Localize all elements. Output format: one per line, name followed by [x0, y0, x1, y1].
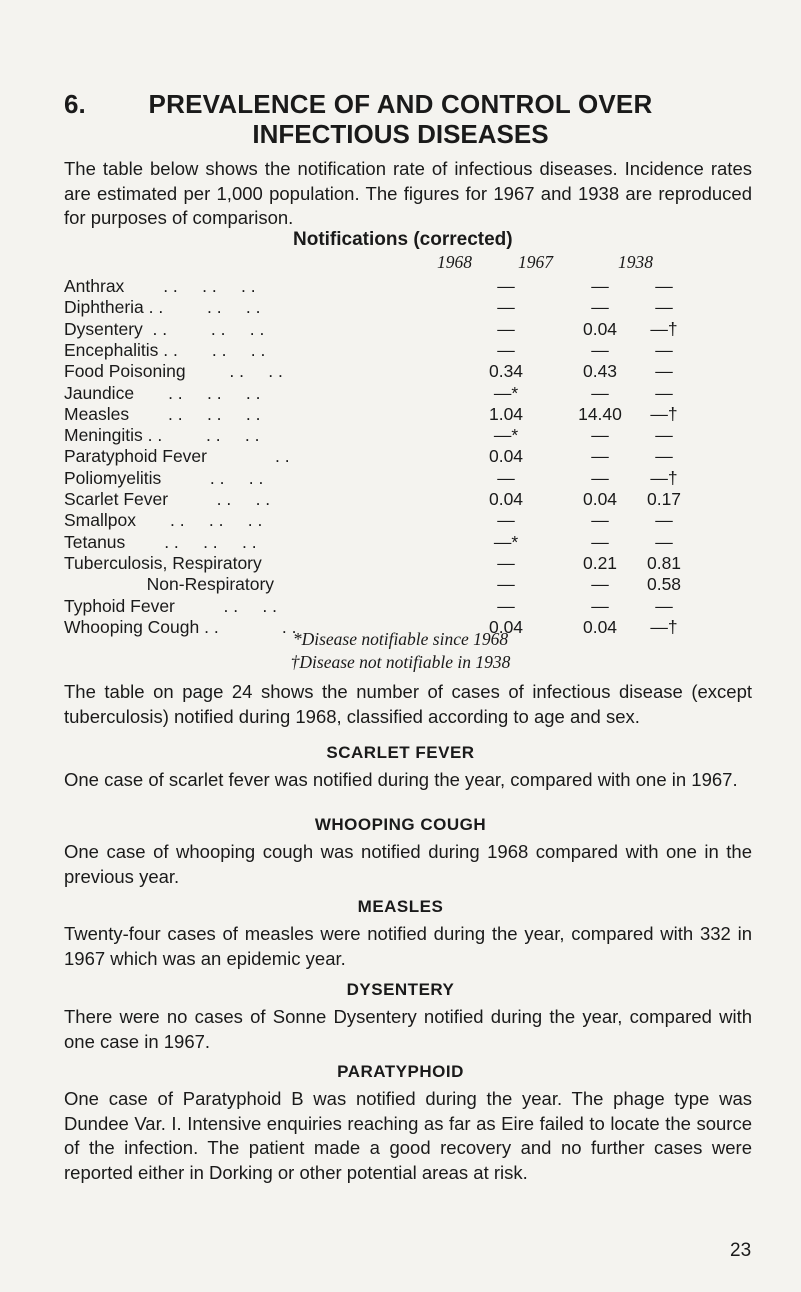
cell-1938: — — [655, 297, 673, 318]
cell-1938: — — [655, 425, 673, 446]
column-header-1938: 1938 — [618, 252, 653, 272]
cell-1967: — — [591, 339, 609, 360]
cell-1968: — — [497, 318, 515, 339]
cell-1967: 0.43 — [582, 361, 618, 382]
table-row — [64, 596, 684, 618]
section-text-scarlet-fever: One case of scarlet fever was notified during the year, compared with one in 1967. — [64, 769, 738, 790]
cell-1968: 1.04 — [488, 403, 524, 424]
section-text-dysentery: There were no cases of Sonne Dysentery notified during the year, compared with one case in 1967. — [64, 1006, 752, 1052]
cell-1938: 0.17 — [646, 489, 682, 509]
section-heading-paratyphoid: PARATYPHOID — [337, 1062, 464, 1081]
cell-1938: —† — [650, 616, 678, 637]
row-label: Anthrax . . . . . . — [64, 276, 256, 296]
cell-1967: — — [591, 510, 609, 531]
row-label: Poliomyelitis . . . . — [64, 467, 264, 488]
cell-1967: — — [591, 276, 609, 296]
cell-1938: 0.81 — [646, 552, 682, 573]
cell-1968: —* — [493, 425, 519, 446]
cell-1938: 0.58 — [646, 574, 682, 595]
footnote-notifiable-since: *Disease notifiable since 1968 — [292, 629, 509, 649]
row-label: Dysentery . . . . . . — [64, 318, 265, 339]
table-row — [64, 404, 684, 426]
cell-1967: — — [591, 297, 609, 318]
row-label: Diphtheria . . . . . . — [64, 297, 261, 318]
cell-1938: — — [655, 595, 673, 616]
page-number: 23 — [730, 1240, 752, 1261]
table-title: Notifications (corrected) — [293, 229, 513, 250]
row-label: Encephalitis . . . . . . — [64, 339, 266, 360]
cell-1938: — — [655, 446, 673, 467]
cell-1967: — — [591, 574, 609, 595]
cell-1967: 0.04 — [582, 489, 618, 509]
section-text-measles: Twenty-four cases of measles were notified during the year, compared with 332 in 1967 which was an epidemic year. — [64, 923, 752, 969]
footnote-not-notifiable: †Disease not notifiable in 1938 — [290, 652, 511, 672]
table-row — [64, 276, 684, 298]
table-row — [64, 468, 684, 490]
cell-1968: —* — [493, 531, 519, 552]
table-row — [64, 383, 684, 405]
cell-1938: — — [655, 339, 673, 360]
cell-1938: — — [655, 276, 673, 296]
cell-1938: — — [655, 531, 673, 552]
row-label: Meningitis . . . . . . — [64, 425, 260, 446]
row-label: Scarlet Fever . . . . — [64, 489, 271, 509]
page-title-line-2: INFECTIOUS DISEASES — [252, 119, 549, 149]
cell-1938: —† — [650, 467, 678, 488]
section-text-paratyphoid: One case of Paratyphoid B was notified during the year. The phage type was Dundee Var. I. Intensive enquiries reaching as far as Eire failed to locate the source of the infection. The patient made a good recovery and no further cases were reported either in Dorking or other potential areas at risk. — [64, 1088, 752, 1183]
cell-1967: — — [591, 446, 609, 467]
cell-1938: — — [655, 510, 673, 531]
column-header-1967: 1967 — [518, 252, 553, 272]
section-heading-whooping-cough: WHOOPING COUGH — [314, 815, 487, 834]
table-row — [64, 553, 684, 575]
page-title-line-1: PREVALENCE OF AND CONTROL OVER — [148, 89, 653, 119]
cell-1968: — — [497, 467, 515, 488]
cell-1968: 0.04 — [488, 616, 524, 637]
section-heading-measles: MEASLES — [357, 897, 444, 916]
column-header-1968: 1968 — [437, 252, 472, 272]
row-label: Paratyphoid Fever . . — [64, 446, 290, 467]
table-row — [64, 425, 684, 447]
cell-1938: — — [655, 382, 673, 403]
table-row — [64, 297, 684, 319]
cell-1967: — — [591, 531, 609, 552]
cell-1967: — — [591, 595, 609, 616]
row-label: Tuberculosis, Respiratory — [64, 552, 262, 573]
cell-1968: — — [497, 339, 515, 360]
table-row — [64, 532, 684, 554]
row-label: Food Poisoning . . . . — [64, 361, 283, 382]
section-number: 6. — [64, 89, 86, 119]
row-label: Smallpox . . . . . . — [64, 510, 263, 531]
cell-1967: 14.40 — [578, 403, 622, 424]
intro-paragraph: The table below shows the notification rate of infectious diseases. Incidence rates are estimated per 1,000 population. The figures for 1967 and 1938 are reproduced for purposes of comparison. — [64, 158, 752, 228]
row-label: Whooping Cough . . . . — [64, 616, 297, 637]
row-label: Measles . . . . . . — [64, 403, 261, 424]
section-text-whooping-cough: One case of whooping cough was notified during 1968 compared with one in the previous year. — [64, 841, 752, 887]
cell-1968: — — [497, 574, 515, 595]
table-row — [64, 510, 684, 532]
cell-1967: — — [591, 382, 609, 403]
cell-1968: 0.04 — [488, 446, 524, 467]
row-label: Tetanus . . . . . . — [64, 531, 257, 552]
table-row — [64, 340, 684, 362]
table-row — [64, 574, 684, 596]
cell-1968: — — [497, 276, 515, 296]
row-label: Typhoid Fever . . . . — [64, 595, 277, 616]
cell-1967: — — [591, 467, 609, 488]
section-heading-scarlet-fever: SCARLET FEVER — [326, 743, 475, 762]
cell-1968: — — [497, 297, 515, 318]
cell-1938: —† — [650, 403, 678, 424]
row-label: Non-Respiratory — [64, 574, 275, 595]
cell-1938: — — [655, 361, 673, 382]
cell-1967: 0.04 — [582, 318, 618, 339]
table-row — [64, 446, 684, 468]
cell-1968: 0.04 — [488, 489, 524, 509]
cell-1968: — — [497, 510, 515, 531]
table-row — [64, 489, 684, 511]
row-label: Jaundice . . . . . . — [64, 382, 261, 403]
cell-1968: —* — [493, 382, 519, 403]
cell-1968: — — [497, 552, 515, 573]
section-heading-dysentery: DYSENTERY — [346, 980, 455, 999]
after-table-paragraph: The table on page 24 shows the number of cases of infectious disease (except tuberculosis) notified during 1968, classified according to age and sex. — [64, 681, 752, 727]
cell-1968: — — [497, 595, 515, 616]
cell-1938: —† — [650, 318, 678, 339]
cell-1967: — — [591, 425, 609, 446]
cell-1967: 0.04 — [582, 616, 618, 637]
table-row — [64, 319, 684, 341]
cell-1967: 0.21 — [582, 552, 618, 573]
cell-1968: 0.34 — [488, 361, 524, 382]
table-row — [64, 361, 684, 383]
